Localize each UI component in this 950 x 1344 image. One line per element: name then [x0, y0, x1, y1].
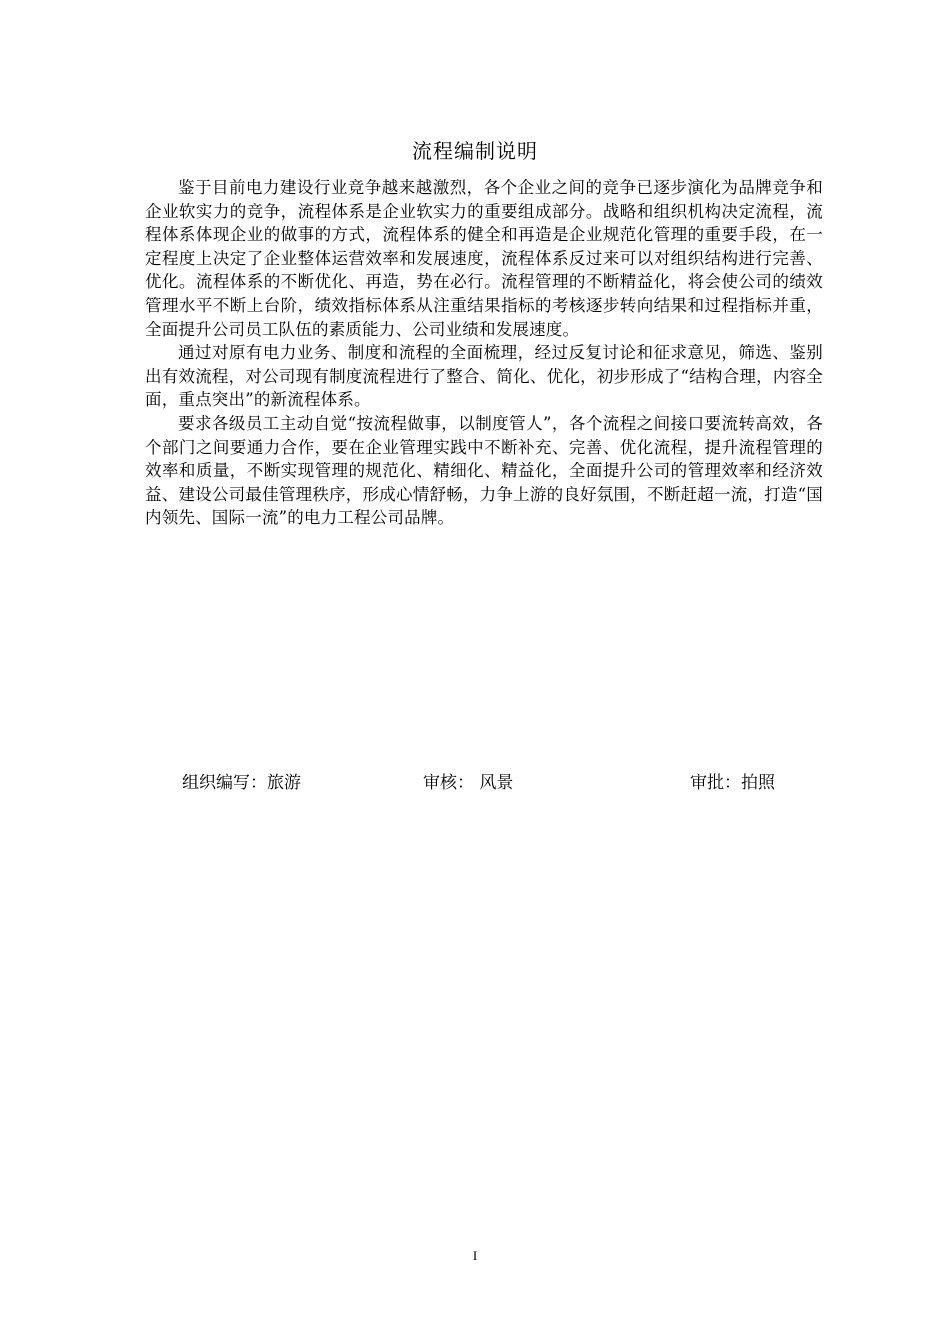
paragraph-2: 通过对原有电力业务、制度和流程的全面梳理，经过反复讨论和征求意见，筛选、鉴别出有效流程，对公司现有制度流程进行了整合、简化、优化，初步形成了“结构合理，内容全面，重点突出”的新流程体系。	[145, 343, 823, 410]
paragraph-1: 鉴于目前电力建设行业竞争越来越激烈，各个企业之间的竞争已逐步演化为品牌竞争和企业软实力的竞争，流程体系是企业软实力的重要组成部分。战略和组织机构决定流程，流程体系体现企业的做事的方式，流程体系的健全和再造是企业规范化管理的重要手段，在一定程度上决定了企业整体运营效率和发展速度，流程体系反过来可以对组织结构进行完善、优化。流程体系的不断优化、再造，势在必行。流程管理的不断精益化，将会使公司的绩效管理水平不断上台阶，绩效指标体系从注重结果指标的考核逐步转向结果和过程指标并重，全面提升公司员工队伍的素质能力、公司业绩和发展速度。	[145, 178, 823, 339]
paragraph-3: 要求各级员工主动自觉“按流程做事，以制度管人”，各个流程之间接口要流转高效，各个部门之间要通力合作，要在企业管理实践中不断补充、完善、优化流程，提升流程管理的效率和质量，不断实现管理的规范化、精细化、精益化，全面提升公司的管理效率和经济效益、建设公司最佳管理秩序，形成心情舒畅，力争上游的良好氛围，不断赶超一流，打造“国内领先、国际一流”的电力工程公司品牌。	[145, 413, 823, 528]
page-title: 流程编制说明	[412, 139, 538, 163]
page-number: I	[472, 1248, 478, 1263]
document-body	[145, 176, 823, 530]
approved-by: 审批：拍照	[690, 773, 775, 793]
compiled-by: 组织编写：旅游	[182, 773, 301, 793]
signature-row	[0, 770, 950, 796]
reviewed-by: 审核： 风景	[423, 773, 514, 793]
